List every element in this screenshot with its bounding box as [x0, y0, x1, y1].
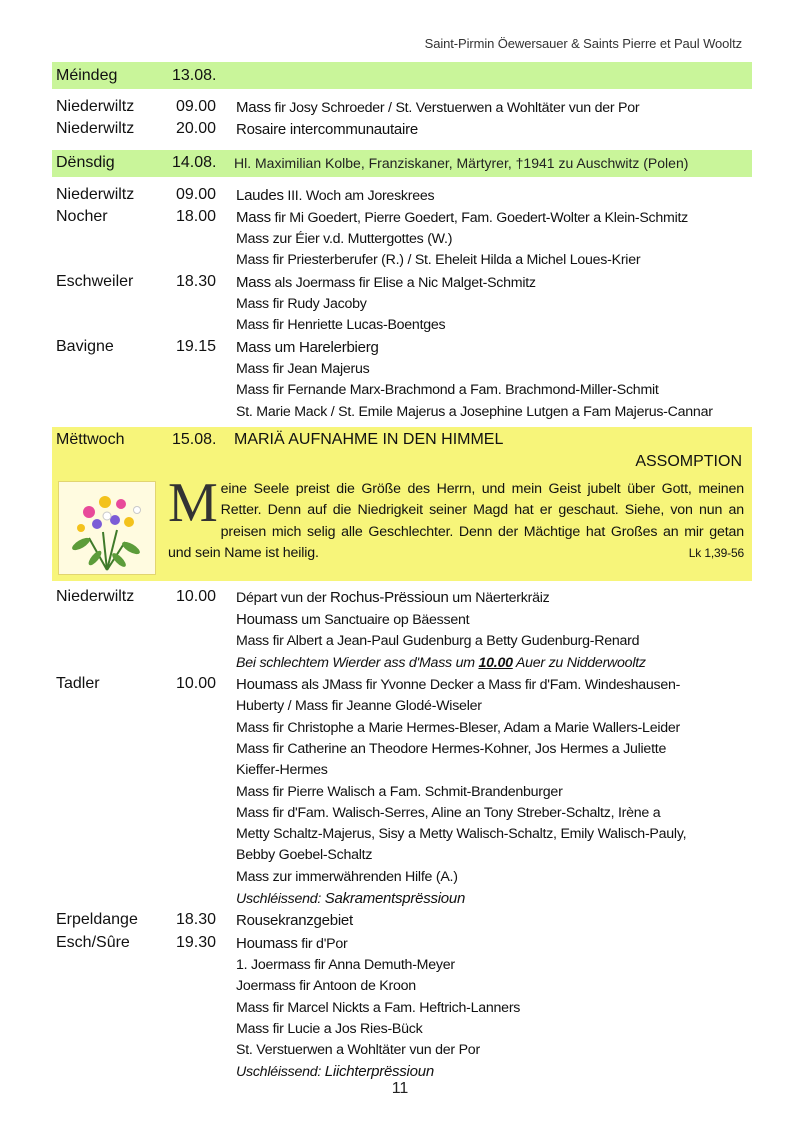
entry-lead: Laudes — [236, 186, 284, 204]
entry-time: 18.30 — [176, 272, 217, 290]
entry-text: um Sanctuaire op Bäessent — [297, 612, 470, 629]
entry-lead: Rosaire intercommunautaire — [236, 121, 418, 139]
entry-line: Mass fir d'Fam. Walisch-Serres, Aline an Tony Streber-Schaltz, Irène a — [236, 804, 661, 821]
entry-line: St. Verstuerwen a Wohltäter vun der Por — [236, 1042, 480, 1059]
entry-time: 18.30 — [176, 911, 217, 929]
entry-place: Niederwiltz — [56, 120, 135, 138]
entry-time: 10.00 — [176, 675, 217, 693]
page-number: 11 — [391, 1080, 409, 1097]
day-date: 15.08. — [172, 430, 217, 448]
entry-lead: Mass um Harelerbierg — [236, 338, 379, 356]
entry-line: Joermass fir Antoon de Kroon — [236, 978, 416, 995]
entry-time: 20.00 — [176, 120, 217, 138]
entry-text: als JMass fir Yvonne Decker a Mass fir d'Fam. Windeshausen- — [297, 677, 681, 694]
entry-line: Mass fir Pierre Walisch a Fam. Schmit-Brandenburger — [236, 783, 563, 800]
schedule-entry — [52, 933, 752, 1084]
entry-line: Kieffer-Hermes — [236, 762, 328, 779]
magnificat-quote — [156, 471, 752, 575]
entry-lead: Mass — [236, 99, 271, 116]
entry-place: Nocher — [56, 207, 108, 225]
entry-line: Mass fir Albert a Jean-Paul Gudenburg a Betty Gudenburg-Renard — [236, 633, 640, 650]
entry-note: Bei schlechtem Wierder ass d'Mass um — [236, 654, 479, 671]
day-name: Méindeg — [56, 66, 118, 84]
feast-subtitle: ASSOMPTION — [635, 452, 742, 470]
entry-place: Bavigne — [56, 337, 114, 355]
entry-line: Mass fir Fernande Marx-Brachmond a Fam. Brachmond-Miller-Schmit — [236, 382, 659, 399]
entry-lead: Mass — [236, 208, 271, 226]
entry-note-lead: Liichterprëssioun — [324, 1063, 434, 1081]
entry-lead: Rochus-Prëssioun — [330, 588, 449, 606]
schedule — [52, 62, 752, 1084]
entry-note: Uschléissend: — [236, 1064, 325, 1081]
schedule-entry — [52, 207, 752, 272]
schedule-entry — [52, 587, 752, 674]
entry-line: Mass fir Jean Majerus — [236, 360, 370, 377]
drop-cap: M — [168, 471, 218, 534]
entry-text: fir d'Por — [297, 935, 348, 952]
feast-title: MARIÄ AUFNAHME IN DEN HIMMEL — [234, 430, 504, 448]
entry-line: Mass fir Christophe a Marie Hermes-Bleser, Adam a Marie Wallers-Leider — [236, 719, 681, 736]
entry-lead: Houmass — [236, 676, 298, 694]
entry-note: Auer zu Nidderwooltz — [512, 654, 646, 671]
entry-place: Niederwiltz — [56, 98, 135, 115]
schedule-entry — [52, 185, 752, 207]
entry-line: Metty Schaltz-Majerus, Sisy a Metty Walisch-Schaltz, Emily Walisch-Pauly, — [236, 826, 687, 843]
entry-line: Mass fir Lucie a Jos Ries-Bück — [236, 1020, 423, 1037]
entry-time: 09.00 — [176, 98, 217, 115]
entry-place: Niederwiltz — [56, 587, 135, 605]
entry-line: Mass fir Catherine an Theodore Hermes-Kohner, Jos Hermes a Juliette — [236, 740, 667, 757]
entry-line: Mass fir Priesterberufer (R.) / St. Eheleit Hilda a Michel Loues-Krier — [236, 252, 641, 269]
day-name: Dënsdig — [56, 154, 115, 172]
day-date: 13.08. — [172, 66, 217, 84]
entry-text: um Näerterkräiz — [448, 589, 550, 606]
scripture-reference: Lk 1,39-56 — [688, 546, 744, 561]
entry-lead: Rousekranzgebiet — [236, 912, 353, 930]
entry-line: Mass fir Henriette Lucas-Boentges — [236, 317, 446, 334]
entry-note: Uschléissend: — [236, 891, 325, 908]
day-band-monday — [52, 62, 752, 89]
entry-lead: Houmass — [236, 611, 298, 629]
entry-time: 18.00 — [176, 207, 217, 225]
entry-time: 10.00 — [176, 587, 217, 605]
entry-place: Tadler — [56, 675, 100, 693]
schedule-entry — [52, 119, 752, 141]
entry-line: Mass zur Éier v.d. Muttergottes (W.) — [236, 231, 453, 248]
entry-text: III. Woch am Joreskrees — [283, 187, 435, 204]
entry-place: Niederwiltz — [56, 185, 135, 203]
day-name: Mëttwoch — [56, 430, 125, 448]
page-header: Saint-Pirmin Öewersauer & Saints Pierre et Paul Wooltz — [424, 36, 742, 51]
day-date: 14.08. — [172, 154, 217, 172]
entry-place: Eschweiler — [56, 272, 134, 290]
schedule-entry — [52, 674, 752, 910]
schedule-entry — [52, 337, 752, 423]
schedule-entry — [52, 272, 752, 337]
entry-line: Bebby Goebel-Schaltz — [236, 847, 373, 864]
entry-place: Esch/Sûre — [56, 933, 130, 951]
entry-line: Mass fir Marcel Nickts a Fam. Heftrich-Lanners — [236, 999, 521, 1016]
entry-lead: Houmass — [236, 934, 298, 952]
entry-line: Huberty / Mass fir Jeanne Glodé-Wiseler — [236, 698, 482, 715]
entry-line: St. Marie Mack / St. Emile Majerus a Josephine Lutgen a Fam Majerus-Cannar — [236, 403, 713, 420]
entry-line: Mass fir Rudy Jacoby — [236, 296, 367, 313]
entry-time: 09.00 — [176, 185, 217, 203]
schedule-entry — [52, 97, 752, 119]
flower-bouquet-illustration — [58, 481, 156, 575]
entry-text: Départ vun der — [236, 589, 331, 606]
entry-line: 1. Joermass fir Anna Demuth-Meyer — [236, 956, 455, 973]
day-band-tuesday — [52, 150, 752, 177]
entry-line: Mass zur immerwährenden Hilfe (A.) — [236, 868, 458, 885]
entry-text: als Joermass fir Elise a Nic Malget-Schmitz — [270, 274, 536, 291]
quote-text: eine Seele preist die Größe des Herrn, und mein Geist jubelt über Gott, meinen Retter. Denn auf die Niedrigkeit seiner Magd hat er geschaut. Siehe, von nun an preisen mich selig alle Geschlechter. Denn der Mächtige hat Großes an mir getan und sein Name ist heilig. — [168, 480, 744, 562]
entry-place: Erpeldange — [56, 911, 138, 929]
entry-text: fir Mi Goedert, Pierre Goedert, Fam. Goedert-Wolter a Klein-Schmitz — [270, 209, 689, 226]
feast-box — [52, 427, 752, 581]
entry-note-lead: Sakramentsprëssioun — [324, 890, 466, 908]
entry-text: fir Josy Schroeder / St. Verstuerwen a Wohltäter vun der Por — [270, 100, 640, 116]
entry-lead: Mass — [236, 273, 271, 291]
entry-time: 19.15 — [176, 337, 217, 355]
schedule-entry — [52, 910, 752, 932]
entry-note-time: 10.00 — [478, 654, 513, 671]
day-note: Hl. Maximilian Kolbe, Franziskaner, Märtyrer, †1941 zu Auschwitz (Polen) — [234, 155, 689, 172]
entry-time: 19.30 — [176, 933, 217, 951]
